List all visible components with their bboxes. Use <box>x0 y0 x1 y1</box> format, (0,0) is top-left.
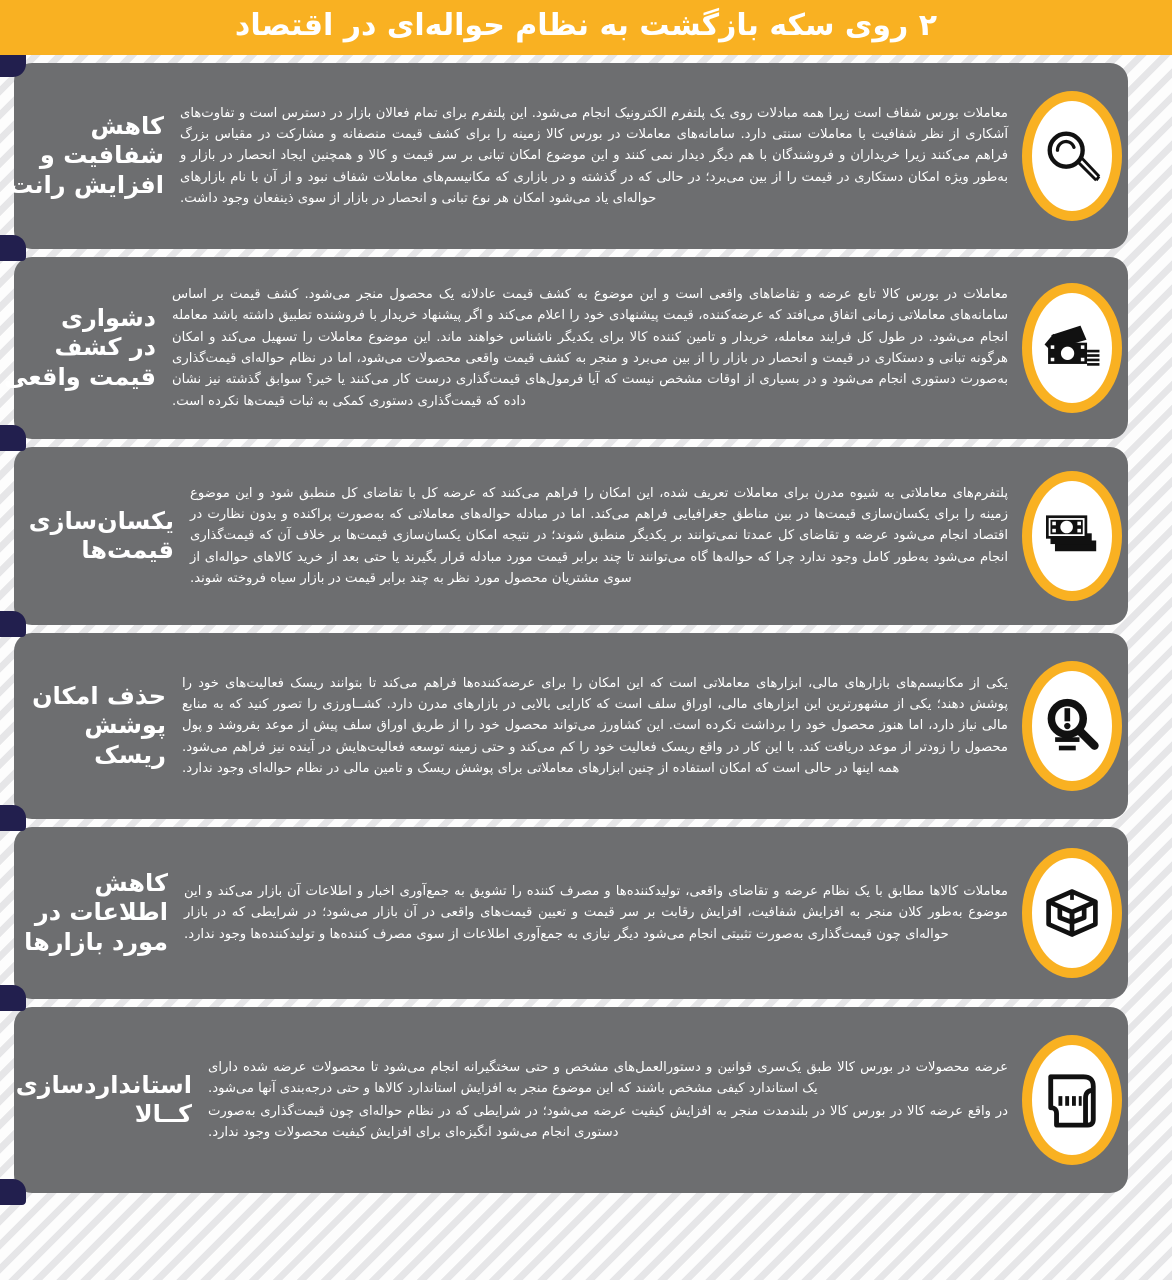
card-4-heading <box>14 682 174 770</box>
card-4-heading-line-3: ریسک <box>94 740 166 769</box>
card-2-icon-badge <box>1020 281 1124 415</box>
card-6-heading <box>14 1071 200 1130</box>
badge-oval <box>1022 91 1122 221</box>
badge-oval <box>1022 471 1122 601</box>
card-tab-bottom <box>0 1179 26 1205</box>
card-1-heading-line-2: شفافیت و <box>39 141 164 170</box>
standard-certificate-icon <box>1043 1069 1101 1131</box>
card-2 <box>0 257 1172 439</box>
card-5-paragraph-1: معاملات کالاها مطابق با یک نظام عرضه و تقاضای واقعی، تولیدکننده‌ها و مصرف کننده را تشویق به جمع‌آوری اخبار و اطلاعات آن بازار می‌کند و این موضوع به‌طور کلان منجر به افزایش شفافیت، افزایش رقابت بر سر قیمت و تعیین قیمت‌های واقعی در آن بازار می‌شود؛ در شرایطی که در بازار حواله‌ای چون قیمت‌گذاری به‌صورت تثبیتی انجام می‌شود دیگر نیازی به جمع‌آوری اطلاعات از سوی مصرف کننده‌ها و تولیدکننده‌ها وجود ندارد. <box>184 883 1008 942</box>
card-2-heading-line-2: در کشف <box>54 333 156 362</box>
card-6-heading-line-1: استانداردسازی <box>15 1070 192 1099</box>
card-2-heading-line-1: دشواری <box>60 304 156 333</box>
card-1-heading-line-1: کاهش <box>90 112 164 141</box>
card-4-heading-line-2: پوشش <box>84 711 166 740</box>
card-5-heading <box>14 869 176 957</box>
card-6-paragraph-1: عرضه محصولات در بورس کالا طبق یک‌سری قوانین و دستورالعمل‌های مشخص و حتی سختگیرانه انجام می‌شود تا محصولات عرضه شده دارای یک استاندارد کیفی مشخص باشند که این موضوع منجر به افزایش استاندارد کالاها و حتی درجه‌بندی آنها می‌شود. <box>208 1059 1008 1097</box>
card-5 <box>0 827 1172 999</box>
card-5-heading-line-3: مورد بازارها <box>24 927 168 956</box>
card-2-heading-line-3: قیمت واقعی <box>3 362 156 391</box>
card-6 <box>0 1007 1172 1193</box>
card-3-paragraph-1: پلتفرم‌های معاملاتی به شیوه مدرن برای معاملات تعریف شده، این امکان را فراهم می‌کنند که عرضه کل با تقاضای کل منطبق شود و این موضوع زمینه را برای یکسان‌سازی قیمت‌ها در بین مناطق جغرافیایی فراهم می‌کند. اما در مبادله حواله‌های معاملاتی که به‌صورت پراکنده و بدون نظارت در اقتصاد انجام می‌شود عرضه و تقاضای کل عمدتا نمی‌توانند بر یکدیگر منطبق شوند؛ در نتیجه امکان یکسان‌سازی قیمت‌ها بر خلاف آن که قیمت‌گذاری انجام می‌شود به‌طور کامل وجود ندارد چرا که حواله‌ها گاه می‌توانند تا چند برابر قیمت مورد مبادله قرار بگیرند یا حتی بعد از خرید کالاهای حواله‌ای از سوی مشتریان محصول مورد نظر به چند برابر قیمت در بازار سیاه فروخته شوند. <box>190 485 1008 587</box>
card-2-body <box>3 257 1128 439</box>
card-3 <box>0 447 1172 625</box>
card-4-icon-badge <box>1020 659 1124 793</box>
card-4 <box>0 633 1172 819</box>
stacked-banknotes-icon <box>1042 510 1102 562</box>
page-title: ۲ روی سکه بازگشت به نظام حواله‌ای در اقتصاد <box>234 7 938 43</box>
card-tab-bottom <box>0 235 26 261</box>
magnifier-alert-icon <box>1042 696 1102 756</box>
card-6-body <box>14 1007 1128 1193</box>
magnifier-icon <box>1041 125 1103 187</box>
card-tab-bottom <box>0 611 26 637</box>
cards-container <box>0 63 1172 1201</box>
card-3-icon-badge <box>1020 469 1124 603</box>
card-tab-bottom <box>0 805 26 831</box>
header-bar <box>0 0 1172 55</box>
card-1-paragraph-1: معاملات بورس شفاف است زیرا همه مبادلات روی یک پلتفرم الکترونیک انجام می‌شود. این پلتفرم برای تمام فعالان بازار در دسترس است و تفاوت‌های آشکاری از نظر شفافیت با معاملات سنتی دارد. سامانه‌های معاملات در بورس کالا زمینه را برای کشف قیمت منصفانه و مشارکت در مقیاس بزرگ فراهم می‌کنند زیرا خریداران و فروشندگان با هم دیگر دیدار نمی کنند و این موضوع امکان تبانی بر سر قیمت و کالا و همچنین ایجاد انحصار در بازار و به‌طور ویژه امکان دستکاری در قیمت را از بین می‌برد؛ در حالی که در گذشته و در بازاری که مکانیسم‌های معاملات شفاف نبود و از آن با نام بازارهای حواله‌ای یاد می‌شود امکان هر نوع تبانی و انحصار در بازار از سوی ذینفعان وجود داشت. <box>180 105 1008 207</box>
card-2-text <box>164 280 1014 416</box>
card-1 <box>0 63 1172 249</box>
card-1-icon-badge <box>1020 89 1124 223</box>
card-1-body <box>9 63 1128 249</box>
card-5-heading-line-1: کاهش <box>94 869 168 898</box>
card-2-heading <box>3 304 164 392</box>
card-1-text <box>172 99 1014 214</box>
card-4-heading-line-1: حذف امکان <box>32 682 166 711</box>
card-3-body <box>14 447 1128 625</box>
badge-oval <box>1022 283 1122 413</box>
card-1-heading <box>9 112 172 200</box>
card-5-body <box>14 827 1128 999</box>
card-5-text <box>176 877 1014 949</box>
card-5-heading-line-2: اطلاعات در <box>34 898 168 927</box>
badge-oval <box>1022 661 1122 791</box>
card-3-heading-line-2: قیمت‌ها <box>81 536 174 564</box>
card-tab-bottom <box>0 425 26 451</box>
card-4-paragraph-1: یکی از مکانیسم‌های بازارهای مالی، ابزارهای معاملاتی است که این امکان را برای عرضه‌کننده‌ها فراهم می‌کند تا بتوانند ریسک فعالیت‌های خود را پوشش دهند؛ یکی از مشهورترین این ابزارهای مالی، اوراق سلف است که کارایی بالایی در بازارهای مدرن دارد. کشــاورزی را تصور کنید که به منابع مالی نیاز دارد، اما هنوز محصول خود را برداشت نکرده است. این کشاورز می‌تواند محصول خود را از طریق اوراق سلف پیش از موعد بفروشد و پول محصول را زودتر از موعد دریافت کند. با این کار در واقع ریسک فعالیت خود را کم می‌کند و حتی زمینه توسعه فعالیت‌هایش در آینده نیز فراهم می‌شود. همه اینها در حالی است که امکان استفاده از چنین ابزارهای معاملاتی برای پوشش ریسک و تامین مالی در نظام حواله‌ای وجود ندارد. <box>182 675 1008 777</box>
badge-oval <box>1022 848 1122 978</box>
card-4-body <box>14 633 1128 819</box>
banknotes-coins-icon <box>1041 322 1103 374</box>
card-6-icon-badge <box>1020 1033 1124 1167</box>
card-6-paragraph-2: در واقع عرضه کالا در بورس کالا در بلندمدت منجر به افزایش کیفیت عرضه می‌شود؛ در شرایطی که در نظام حواله‌ای چون قیمت‌گذاری به‌صورت دستوری انجام می‌شود انگیزه‌ای برای افزایش کیفیت محصولات وجود ندارد. <box>208 1103 1008 1140</box>
card-3-heading-line-1: یکسان‌سازی <box>28 506 174 535</box>
card-tab-bottom <box>0 985 26 1011</box>
badge-oval <box>1022 1035 1122 1165</box>
card-1-heading-line-3: افزایش رانت <box>9 170 164 199</box>
card-4-text <box>174 669 1014 784</box>
card-5-icon-badge <box>1020 846 1124 980</box>
open-box-icon <box>1041 884 1103 942</box>
card-3-text <box>182 479 1014 594</box>
card-6-heading-line-2: کــالا <box>134 1100 192 1128</box>
card-6-text <box>200 1053 1014 1148</box>
card-3-heading <box>14 507 182 566</box>
card-2-paragraph-1: معاملات در بورس کالا تابع عرضه و تقاضاهای واقعی است و این موضوع به کشف قیمت عادلانه یک محصول منجر می‌شود. کشف قیمت بر اساس سامانه‌های معاملاتی زمانی اتفاق می‌افتد که عرضه‌کننده، قیمت پیشنهادی خود را اعلام می‌کند و اگر پیشنهاد خریدار با فروشنده تطبیق داشته باشد معامله انجام می‌شود. در طول کل فرایند معامله، خریدار و تامین کننده کالا برای یکدیگر ناشناس خواهند ماند. این موضوع معاملات را تسهیل می‌کند و امکان هرگونه تبانی و دستکاری در قیمت و انحصار در بازار را از بین می‌برد و منجر به کشف قیمت واقعی محصولات می‌شود، اما در نظام حواله‌ای قیمت‌گذاری به‌صورت دستوری انجام می‌شود و در بسیاری از اوقات مشخص نیست که آیا فرمول‌های قیمت‌گذاری درست کار می‌کنند یا خیر؟ سوابق گذشته نیز نشان داده که قیمت‌گذاری دستوری کمکی به ثبات قیمت‌ها نکرده است. <box>172 286 1008 409</box>
